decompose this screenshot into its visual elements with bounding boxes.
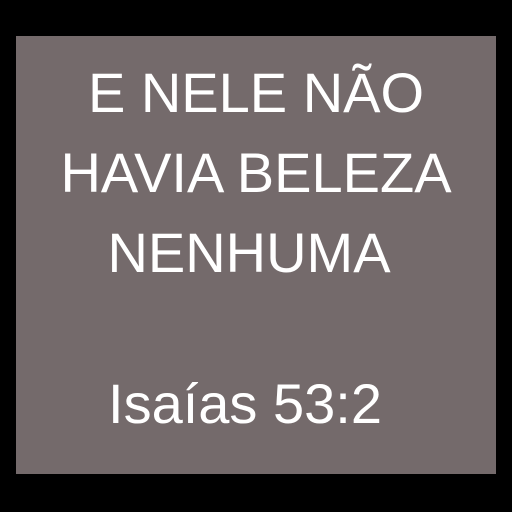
quote-card [16, 36, 496, 474]
bible-reference: Isaías 53:2 [108, 372, 382, 435]
quote-line-2: HAVIA BELEZA [60, 141, 452, 204]
quote-line-3: NENHUMA [107, 221, 391, 284]
quote-line-1: E NELE NÃO [87, 61, 425, 124]
